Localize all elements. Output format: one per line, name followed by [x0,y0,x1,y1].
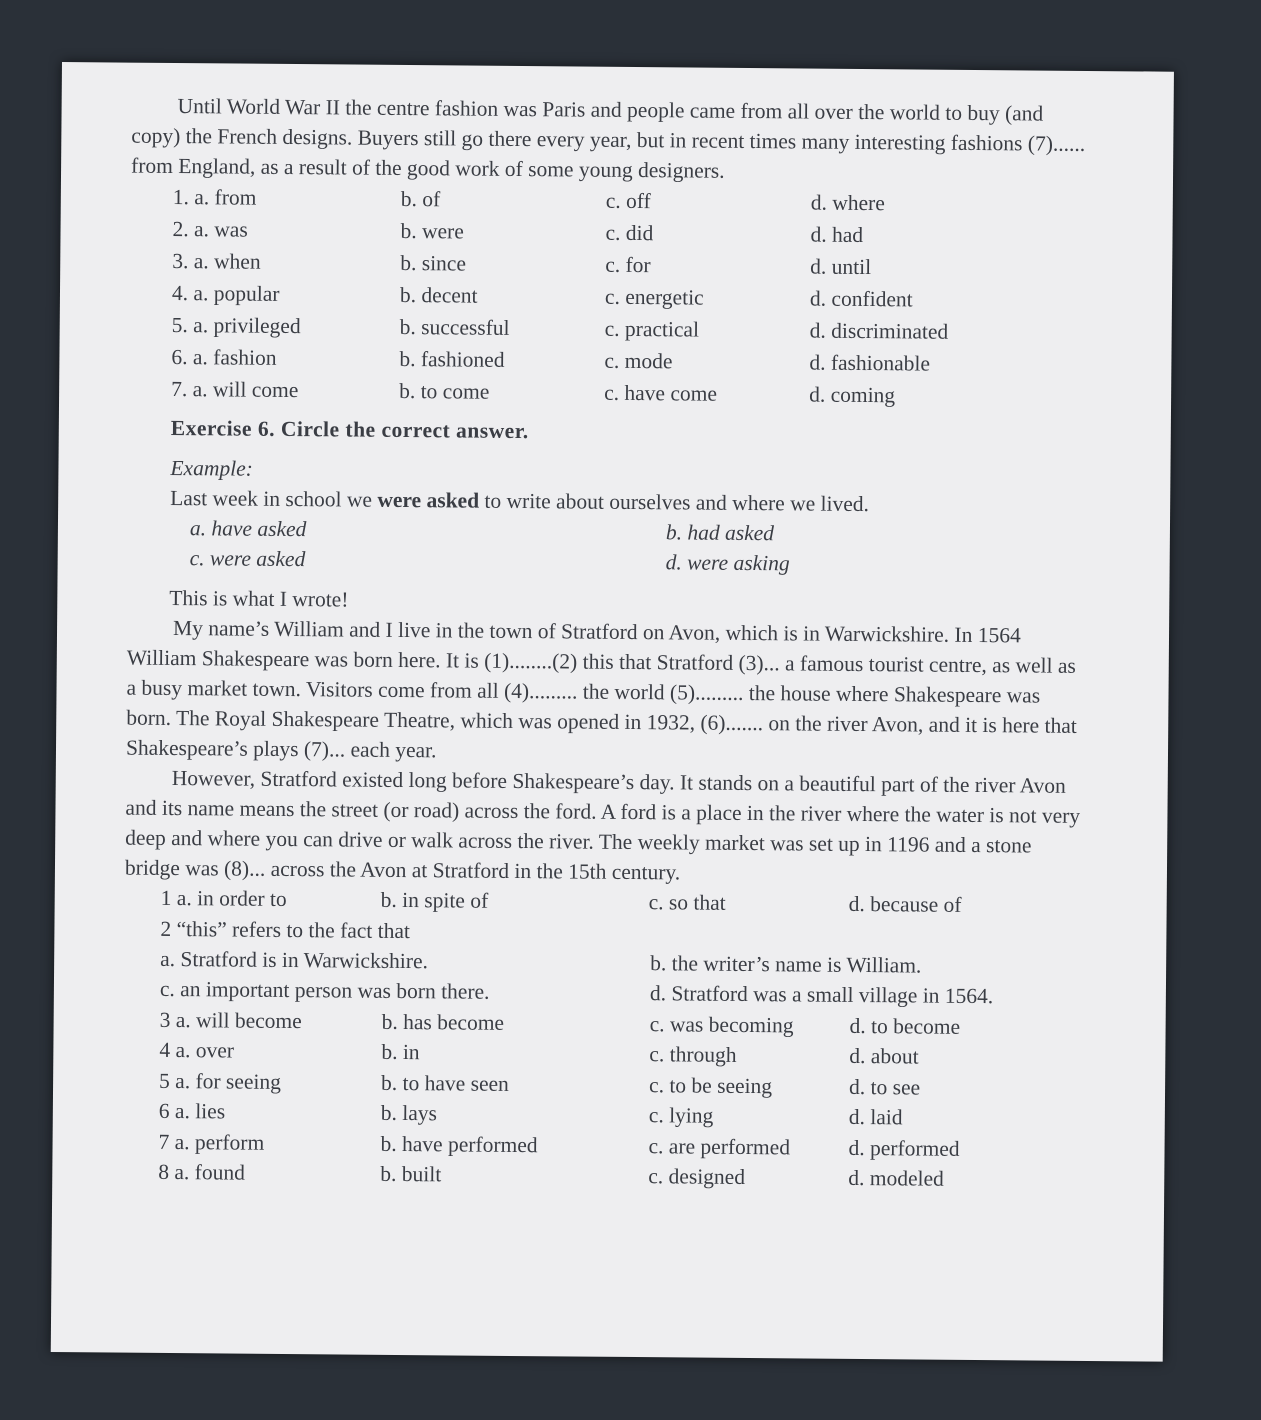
example-bold: were asked [377,487,480,513]
option-options2.rest-5-c[interactable]: c. designed [648,1164,746,1190]
option-options2.rest-2-c[interactable]: c. to be seeing [648,1072,773,1098]
option-options1-1-a[interactable]: 2. a. was [172,216,248,242]
option-q2-a[interactable]: a. Stratford is in Warwickshire. [160,946,429,973]
option-options2.rest-0-b[interactable]: b. has become [381,1009,505,1035]
worksheet-content [122,91,1092,1196]
option-options1-0-a[interactable]: 1. a. from [172,184,257,210]
option-options1-3-a[interactable]: 4. a. popular [171,280,280,306]
example-options [190,513,1088,581]
option-options1-5-d[interactable]: d. fashionable [809,350,931,376]
worksheet-page [51,62,1174,1362]
option-options2.rest-1-a[interactable]: 4 a. over [159,1037,235,1063]
option-options2.rest-4-b[interactable]: b. have performed [380,1131,538,1157]
options-q2 [160,943,1084,1012]
option-options1-0-c[interactable]: c. off [605,188,651,214]
option-q2-d[interactable]: d. Stratford was a small village in 1564. [649,981,994,1009]
passage-stratford-2: However, Stratford existed long before Shakespeare’s day. It stands on a beautiful part of the river Avon and its name means the street (or road) across the ford. A ford is a place in the river where the water is not very deep and where you can drive or walk across the river. The weekly market was set up in 1196 and a stone bridge was (8)... across the Avon at Stratford in the 15th century. [124,765,1081,885]
option-options1-2-d[interactable]: d. until [810,254,872,280]
option-options2.rest-3-b[interactable]: b. lays [380,1100,438,1126]
passage-fashion: Until World War II the centre fashion was Paris and people came from all over the world to buy (and copy) the French designs. Buyers still go there every year, but in recent times many interesting fashions (7)...... from England, as a result of the good work of some young designers. [130,94,1086,183]
example-option-a[interactable]: a. have asked [189,516,307,542]
option-options2.rest-5-a[interactable]: 8 a. found [158,1159,245,1185]
option-q1-a[interactable]: 1 a. in order to [160,885,287,911]
option-options2.rest-5-d[interactable]: d. modeled [848,1165,944,1191]
option-options2.rest-5-b[interactable]: b. built [380,1161,442,1187]
option-options2.rest-1-d[interactable]: d. about [849,1043,919,1069]
option-options2.rest-4-c[interactable]: c. are performed [648,1133,791,1159]
option-options1-5-b[interactable]: b. fashioned [399,346,505,372]
option-options1-3-b[interactable]: b. decent [399,282,478,308]
q2-prompt: 2 “this” refers to the fact that [160,916,411,943]
option-options2.rest-0-a[interactable]: 3 a. will become [159,1007,302,1033]
option-options2.rest-2-b[interactable]: b. to have seen [381,1070,509,1096]
option-q1-d[interactable]: d. because of [848,891,962,917]
passage-stratford-1: My name’s William and I live in the town of Stratford on Avon, which is in Warwickshire. In 1564 William Shakespeare was born here. It is (1)........(2) this that Stratford (3)... a famous tourist centre, as well as a busy market town. Visitors come from all (4)......... the world (5)......... the house where Shakespeare was born. The Royal Shakespeare Theatre, which was opened in 1932, (6)....... on the river Avon, and it is here that Shakespeare’s plays (7)... each year. [125,615,1077,763]
option-options2.rest-0-d[interactable]: d. to become [849,1013,961,1039]
option-q1-b[interactable]: b. in spite of [380,887,489,913]
option-options1-4-d[interactable]: d. discriminated [809,318,949,344]
exercise-6-heading: Exercise 6. Circle the correct answer. [170,415,529,444]
option-options1-6-a[interactable]: 7. a. will come [171,376,299,403]
option-options2.rest-1-c[interactable]: c. through [649,1042,737,1067]
option-options2.rest-3-d[interactable]: d. laid [848,1104,903,1130]
option-options1-4-b[interactable]: b. successful [399,314,510,340]
option-options1-2-b[interactable]: b. since [400,250,467,276]
option-options1-6-b[interactable]: b. to come [399,378,490,404]
example-option-b[interactable]: b. had asked [665,520,775,546]
option-options1-5-c[interactable]: c. mode [604,348,673,374]
option-options2.rest-4-a[interactable]: 7 a. perform [158,1129,265,1155]
option-options2.rest-0-c[interactable]: c. was becoming [649,1011,794,1037]
option-options1-2-a[interactable]: 3. a. when [172,248,261,274]
option-options1-4-c[interactable]: c. practical [604,316,700,342]
option-options1-6-d[interactable]: d. coming [809,382,896,408]
option-options1-0-d[interactable]: d. where [810,190,885,216]
option-options1-1-b[interactable]: b. were [400,218,464,244]
options-q3-q8 [158,1004,1084,1195]
option-q2-b[interactable]: b. the writer’s name is William. [650,950,922,978]
option-options1-1-c[interactable]: c. did [605,220,654,246]
option-options2.rest-4-d[interactable]: d. performed [848,1135,960,1161]
option-options1-3-c[interactable]: c. energetic [604,284,704,310]
option-options2.rest-3-a[interactable]: 6 a. lies [158,1098,226,1124]
this-is-what-i-wrote: This is what I wrote! [169,585,349,612]
option-options1-6-c[interactable]: c. have come [604,380,718,406]
option-options1-1-d[interactable]: d. had [810,222,864,247]
option-options1-4-a[interactable]: 5. a. privileged [171,312,301,339]
option-q2-c[interactable]: c. an important person was born there. [159,976,490,1004]
option-options2.rest-1-b[interactable]: b. in [381,1039,420,1065]
example-option-d[interactable]: d. were asking [665,550,790,576]
option-q1-c[interactable]: c. so that [648,890,726,915]
option-options1-0-b[interactable]: b. of [400,186,441,212]
example-option-c[interactable]: c. were asked [189,546,306,572]
option-options2.rest-2-a[interactable]: 5 a. for seeing [159,1068,282,1094]
option-options2.rest-2-d[interactable]: d. to see [848,1074,921,1100]
option-options1-5-a[interactable]: 6. a. fashion [171,344,277,370]
option-options1-3-d[interactable]: d. confident [809,286,913,312]
option-options2.rest-3-c[interactable]: c. lying [648,1103,714,1128]
example-label: Example: [170,455,253,481]
example-text-before: Last week in school we [170,485,378,512]
options-fashion [171,181,1091,413]
example-text-after: to write about ourselves and where we lived. [478,488,870,517]
option-options1-2-c[interactable]: c. for [605,252,651,278]
